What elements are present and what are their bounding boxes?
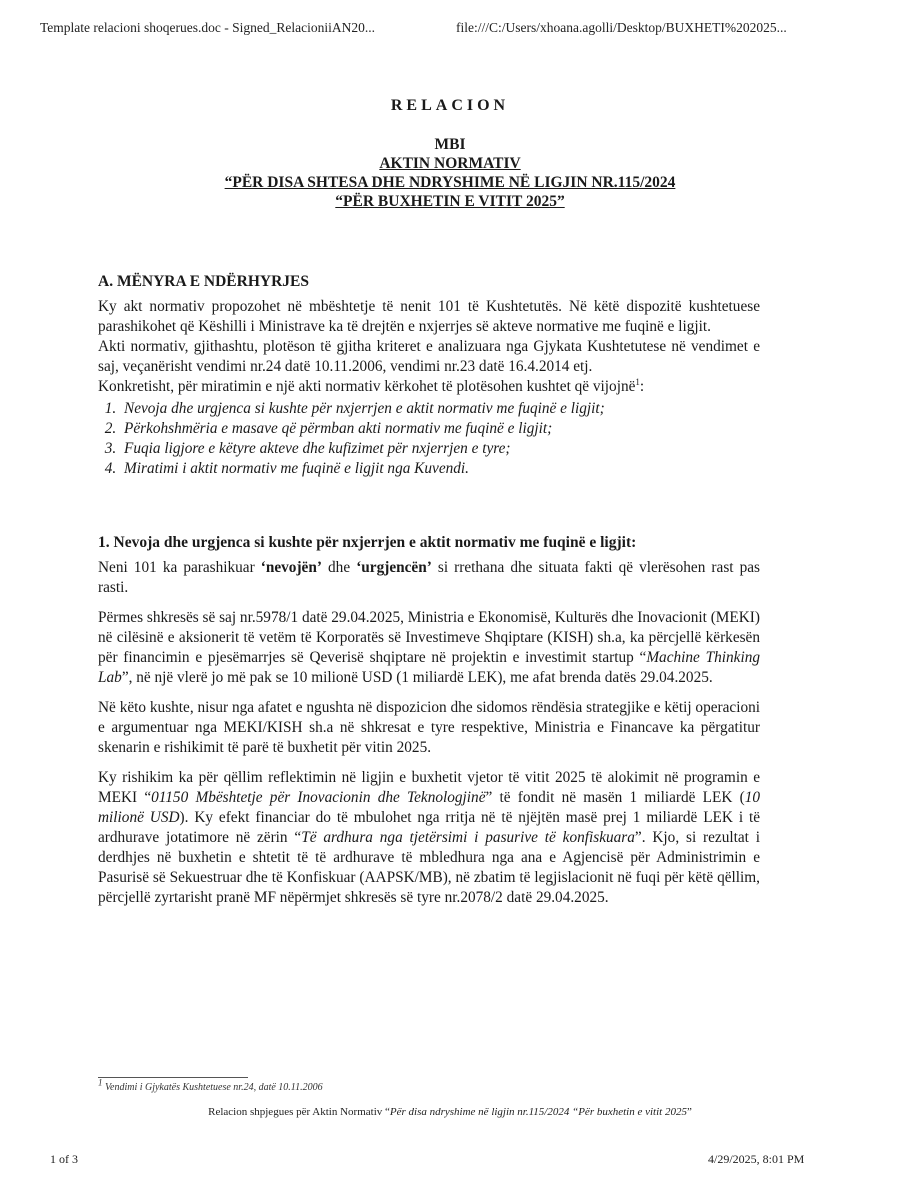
footnote-text: Vendimi i Gjykatës Kushtetuese nr.24, datë 10.11.2006 [105,1082,323,1093]
document-footer [0,1106,900,1118]
footer-italic: Për disa ndryshime në ligjin nr.115/2024 “Për buxhetin e vitit 2025 [389,1106,687,1118]
criteria-item: 2. Përkohshmëria e masave që përmban akti normativ me fuqinë e ligjit; [120,419,760,439]
text-run: ”, në një vlerë jo më pak se 10 milionë USD (1 miliardë LEK), me afat brenda datës 29.04.2025. [121,669,713,686]
document-body [98,272,760,908]
section-a-heading: A. MËNYRA E NDËRHYRJES [98,273,309,290]
paragraph-3-text: Konkretisht, për miratimin e një akti normativ kërkohet të plotësohen kushtet që vijojnë [98,378,636,395]
text-run: Përmes shkresës së saj nr.5978/1 datë 29.04.2025, Ministria e Ekonomisë, Kulturës dhe Inovacionit (MEKI) në cilësinë e aksionerit të vetëm të Korporatës së Investimeve Shqiptare (KISH) sh.a, ka përcjellë kërkesën për financimin e pjesëmarrjes së Qeverisë shqiptare në projektin e investimit startup “ [98,609,760,666]
print-header-title: Template relacioni shoqerues.doc - Signed_RelacioniiAN20... [40,20,375,35]
footnote [98,1077,323,1093]
section-1-paragraph-1 [98,558,760,598]
section-1-heading: 1. Nevoja dhe urgjenca si kushte për nxjerrjen e aktit normativ me fuqinë e ligjit: [98,534,637,551]
text-run: ”. Kjo, si rezultat i derdhjes në buxhetin e shtetit të të ardhurave të mbledhura nga ana e Agjencisë për Administrimin e Pasurisë së Sekuestruar dhe të Konfiskuar (AAPSK/MB), në zbatim të legjislacionit në fuqi për këtë qëllim, përcjellë zyrtarisht pranë MF nëpërmjet shkresës së tyre nr.2078/2 datë 29.04.2025. [98,829,760,906]
bold-nevojen: ‘nevojën’ [260,559,322,576]
criteria-item: 4. Miratimi i aktit normativ me fuqinë e ligjit nga Kuvendi. [120,459,760,479]
section-a-paragraph-2: Akti normativ, gjithashtu, plotëson të gjitha kriteret e analizuara nga Gjykata Kushtetutese në vendimet e saj, veçanërisht vendimi nr.24 datë 10.11.2006, vendimi nr.23 datë 16.4.2014 etj. [98,338,760,375]
footer-prefix: Relacion shpjegues për Aktin Normativ “ [208,1106,390,1118]
footnote-ref: 1 [635,376,640,387]
print-datetime: 4/29/2025, 8:01 PM [708,1152,805,1166]
text-run: Neni 101 ka parashikuar [98,559,261,576]
text-run: ). Ky efekt financiar do të mbulohet nga rritja në të njëjtën masë prej 1 miliardë LEK i të ardhurave jotatimore në zërin “ [98,809,761,846]
section-1-paragraph-3: Në këto kushte, nisur nga afatet e ngushta në dispozicion dhe sidomos rëndësia strategjike e këtij operacioni e argumentuar nga MEKI/KISH sh.a në shkresat e tyre respektive, Ministria e Financave ka përgatitur skenarin e rishikimit të parë të buxhetit për vitin 2025. [98,699,760,756]
footer-suffix: ” [686,1106,692,1118]
italic-program-name: 01150 Mbështetje për Inovacionin dhe Teknologjinë [151,789,486,806]
page-number: 1 of 3 [50,1152,78,1166]
criteria-item: 1. Nevoja dhe urgjenca si kushte për nxjerrjen e aktit normativ me fuqinë e ligjit; [120,399,760,419]
criteria-list [98,399,760,479]
title-aktin-normativ: AKTIN NORMATIV [379,155,521,172]
italic-project-name: Machine Thinking Lab [98,649,760,686]
text-run: dhe [321,559,357,576]
section-a-paragraph-1: Ky akt normativ propozohet në mbështetje të nenit 101 të Kushtetutës. Në këtë dispozitë kushtetuese parashikohet që Këshilli i Ministrave ka të drejtën e nxjerrjes së akteve normative me fuqinë e ligjit. [98,298,760,335]
title-budget-name: “PËR BUXHETIN E VITIT 2025” [335,193,565,210]
section-a-paragraph-3 [98,377,760,397]
text-run: ” të fondit në masën 1 miliardë LEK ( [485,789,745,806]
section-1-paragraph-2 [98,608,760,688]
footnote-divider [98,1077,248,1078]
italic-revenue-item: Të ardhura nga tjetërsimi i pasurive të konfiskuara [301,829,635,846]
print-header-url: file:///C:/Users/xhoana.agolli/Desktop/BUXHETI%202025... [456,20,787,35]
title-mbi: MBI [434,136,466,153]
bold-urgjencen: ‘urgjencën’ [356,559,432,576]
section-1-paragraph-4 [98,768,760,908]
title-law-name: “PËR DISA SHTESA DHE NDRYSHIME NË LIGJIN NR.115/2024 [224,174,676,191]
text-run: si rrethana dhe situata fakti që vlerësohen rast pas rasti. [98,559,760,596]
footnote-number: 1 [98,1077,103,1088]
criteria-item: 3. Fuqia ligjore e këtyre akteve dhe kufizimet për nxjerrjen e tyre; [120,439,760,459]
title-relacion: RELACION [390,97,510,114]
paragraph-3-end: : [639,378,645,395]
document-title [0,96,900,211]
italic-amount-usd: 10 milionë USD [98,789,760,826]
text-run: Ky rishikim ka për qëllim reflektimin në ligjin e buxhetit vjetor të vitit 2025 të alokimit në programin e MEKI “ [98,769,760,806]
